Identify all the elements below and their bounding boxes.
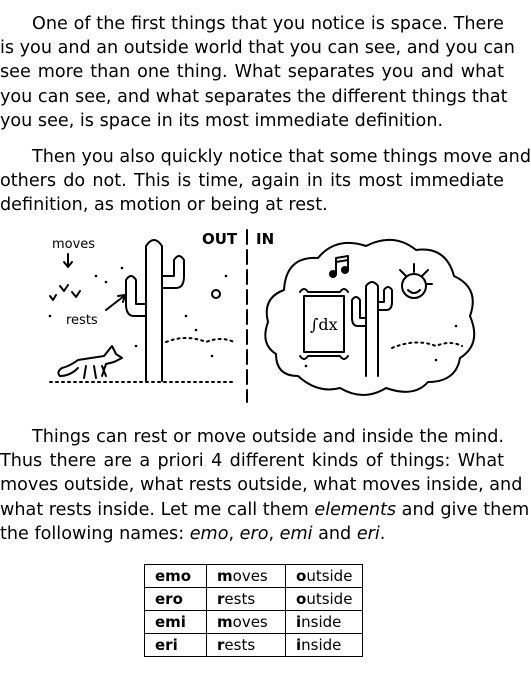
motion-rest: ests	[224, 635, 256, 654]
place-initial: i	[296, 612, 302, 631]
text-segment: ,	[268, 523, 280, 544]
motion-initial: m	[217, 612, 233, 631]
text-line: Things can rest or move outside and inside the mind.	[32, 427, 504, 447]
motion-rest: oves	[232, 566, 268, 585]
place-initial: o	[296, 589, 307, 608]
term-ero: ero	[239, 523, 269, 544]
place-cell	[286, 634, 363, 657]
bird-icon	[72, 291, 80, 297]
thought-bubble-icon	[265, 240, 474, 395]
text-line: is you and an outside world that you can see, and you can	[0, 38, 515, 59]
bird-icon	[50, 295, 56, 300]
motion-rest: ests	[224, 589, 256, 608]
text-segment: and give them	[396, 499, 530, 520]
element-name-cell: emo	[145, 565, 207, 588]
motion-cell	[207, 611, 286, 634]
text-line: others do not. This is time, again in its most immediate	[0, 171, 504, 192]
text-line: definition, as motion or being at rest.	[0, 195, 328, 216]
motion-rest: oves	[232, 612, 268, 631]
label-in: IN	[256, 230, 275, 248]
label-rests: rests	[66, 313, 98, 328]
text-line	[0, 498, 530, 522]
table-row	[145, 588, 363, 611]
text-line: you see, is space in its most immediate definition.	[0, 110, 444, 131]
place-rest: nside	[301, 635, 342, 654]
motion-initial: m	[217, 566, 233, 585]
element-name-cell: emi	[145, 611, 207, 634]
scroll-text: ∫dx	[310, 315, 338, 334]
place-rest: nside	[301, 612, 342, 631]
table-row	[145, 634, 363, 657]
sun-icon	[402, 274, 426, 298]
cactus-icon	[366, 282, 378, 376]
motion-initial: r	[217, 635, 225, 654]
motion-cell	[207, 565, 286, 588]
fox-icon	[58, 346, 122, 378]
place-initial: i	[296, 635, 302, 654]
place-cell	[286, 611, 363, 634]
term-eri: eri	[356, 523, 380, 544]
motion-cell	[207, 588, 286, 611]
element-name-cell: ero	[145, 588, 207, 611]
text-segment: .	[379, 523, 386, 544]
label-moves: moves	[52, 237, 96, 252]
place-cell	[286, 565, 363, 588]
text-line	[0, 522, 504, 546]
paragraph-time	[0, 145, 531, 218]
elements-table	[144, 564, 363, 657]
table-row	[145, 611, 363, 634]
out-in-illustration	[36, 226, 496, 406]
table-row	[145, 565, 363, 588]
term-elements: elements	[314, 499, 397, 520]
element-name-cell: eri	[145, 634, 207, 657]
text-line: moves outside, what rests outside, what moves inside, and	[0, 475, 523, 496]
paragraph-elements	[0, 425, 530, 546]
label-out: OUT	[202, 230, 238, 248]
place-cell	[286, 588, 363, 611]
text-segment: the following names:	[0, 523, 190, 544]
text-segment: what rests inside. Let me call them	[0, 499, 315, 520]
term-emi: emi	[279, 523, 313, 544]
text-line: see more than one thing. What separates you and what	[0, 62, 504, 83]
term-emo: emo	[189, 523, 229, 544]
text-line: One of the first things that you notice is space. There	[32, 14, 504, 34]
text-segment: and	[312, 523, 357, 544]
motion-initial: r	[217, 589, 225, 608]
text-line: Thus there are a priori 4 different kinds of things: What	[0, 451, 504, 472]
place-rest: utside	[306, 589, 353, 608]
place-rest: utside	[306, 566, 353, 585]
motion-cell	[207, 634, 286, 657]
circle-icon	[212, 290, 220, 298]
text-segment: ,	[228, 523, 240, 544]
cactus-icon	[146, 240, 162, 381]
paragraph-space	[0, 12, 515, 133]
arrow-rests-icon	[106, 296, 124, 310]
bird-icon	[60, 285, 68, 291]
place-initial: o	[296, 566, 307, 585]
text-line: you can see, and what separates the different things that	[0, 86, 508, 107]
text-line: Then you also quickly notice that some things move and	[32, 147, 531, 167]
